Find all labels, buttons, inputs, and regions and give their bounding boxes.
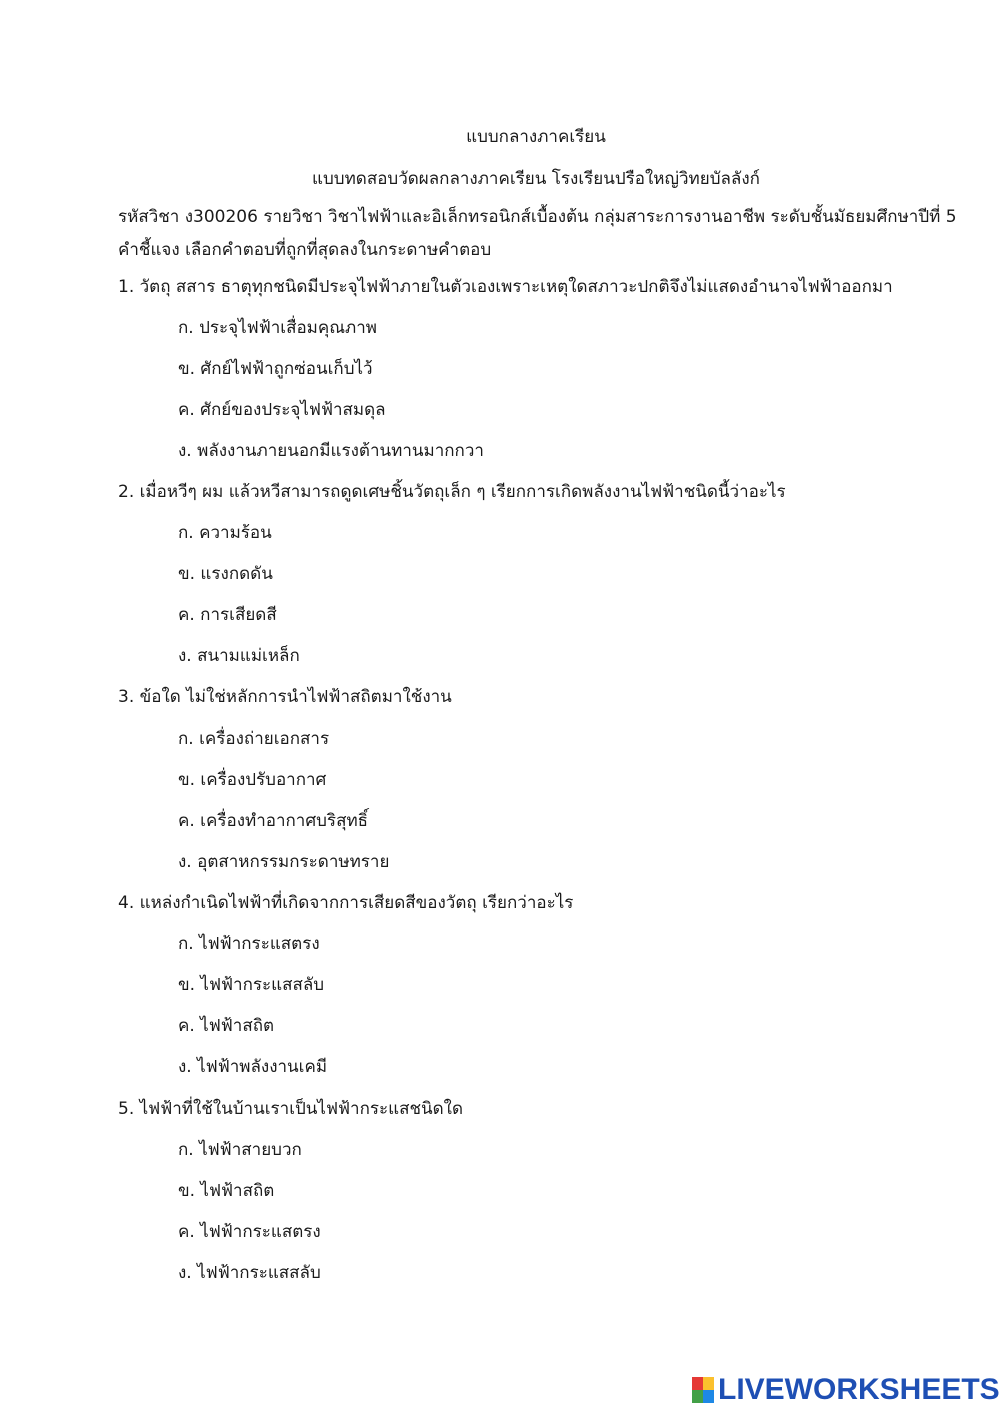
question-3-option-d[interactable]: ง. อุตสาหกรรมกระดาษทราย	[178, 852, 390, 872]
logo-text: LIVEWORKSHEETS	[718, 1373, 1000, 1406]
question-4-option-d[interactable]: ง. ไฟฟ้าพลังงานเคมี	[178, 1057, 328, 1077]
question-2-option-c[interactable]: ค. การเสียดสี	[178, 605, 277, 625]
question-1-option-c[interactable]: ค. ศักย์ของประจุไฟฟ้าสมดุล	[178, 400, 386, 420]
logo-square-blue	[703, 1390, 714, 1403]
instruction: คำชี้แจง เลือกคำตอบที่ถูกที่สุดลงในกระดาษคำตอบ	[118, 240, 492, 260]
logo-square-yellow	[703, 1377, 714, 1390]
question-1-option-a[interactable]: ก. ประจุไฟฟ้าเสื่อมคุณภาพ	[178, 318, 377, 338]
question-4-option-b[interactable]: ข. ไฟฟ้ากระแสสลับ	[178, 975, 325, 995]
question-2-option-d[interactable]: ง. สนามแม่เหล็ก	[178, 646, 300, 666]
subject-info: รหัสวิชา ง300206 รายวิชา วิชาไฟฟ้าและอิเล็กทรอนิกส์เบื้องต้น กลุ่มสาระการงานอาชีพ ระดับชั้นมัธยมศึกษาปีที่ 5	[118, 207, 957, 227]
exam-heading: แบบกลางภาคเรียน	[466, 127, 606, 147]
logo-square-green	[692, 1390, 703, 1403]
question-2: 2. เมื่อหวีๆ ผม แล้วหวีสามารถดูดเศษชิ้นวัตถุเล็ก ๆ เรียกการเกิดพลังงานไฟฟ้าชนิดนี้ว่าอะไร	[118, 482, 786, 502]
question-4: 4. แหล่งกำเนิดไฟฟ้าที่เกิดจากการเสียดสีของวัตถุ เรียกว่าอะไร	[118, 893, 574, 913]
liveworksheets-logo	[692, 1373, 1000, 1406]
question-3-option-b[interactable]: ข. เครื่องปรับอากาศ	[178, 770, 327, 790]
question-5-option-b[interactable]: ข. ไฟฟ้าสถิต	[178, 1181, 275, 1201]
liveworksheets-logo-icon	[692, 1377, 714, 1403]
question-1-option-b[interactable]: ข. ศักย์ไฟฟ้าถูกซ่อนเก็บไว้	[178, 359, 373, 379]
question-4-option-a[interactable]: ก. ไฟฟ้ากระแสตรง	[178, 934, 320, 954]
question-5-option-a[interactable]: ก. ไฟฟ้าสายบวก	[178, 1140, 302, 1160]
question-5-option-d[interactable]: ง. ไฟฟ้ากระแสสลับ	[178, 1263, 321, 1283]
question-5-option-c[interactable]: ค. ไฟฟ้ากระแสตรง	[178, 1222, 321, 1242]
exam-title: แบบทดสอบวัดผลกลางภาคเรียน โรงเรียนปรือใหญ่วิทยบัลลังก์	[312, 169, 760, 189]
question-3: 3. ข้อใด ไม่ใช่หลักการนำไฟฟ้าสถิตมาใช้งาน	[118, 687, 452, 707]
question-3-option-a[interactable]: ก. เครื่องถ่ายเอกสาร	[178, 729, 330, 749]
question-2-option-b[interactable]: ข. แรงกดดัน	[178, 564, 273, 584]
question-1: 1. วัตถุ สสาร ธาตุทุกชนิดมีประจุไฟฟ้าภายในตัวเองเพราะเหตุใดสภาวะปกติจึงไม่แสดงอำนาจไฟฟ้าออกมา	[118, 277, 893, 297]
question-3-option-c[interactable]: ค. เครื่องทำอากาศบริสุทธิ์	[178, 811, 369, 831]
question-1-option-d[interactable]: ง. พลังงานภายนอกมีแรงต้านทานมากกวา	[178, 441, 484, 461]
question-2-option-a[interactable]: ก. ความร้อน	[178, 523, 272, 543]
question-5: 5. ไฟฟ้าที่ใช้ในบ้านเราเป็นไฟฟ้ากระแสชนิดใด	[118, 1099, 464, 1119]
logo-square-red	[692, 1377, 703, 1390]
question-4-option-c[interactable]: ค. ไฟฟ้าสถิต	[178, 1016, 275, 1036]
